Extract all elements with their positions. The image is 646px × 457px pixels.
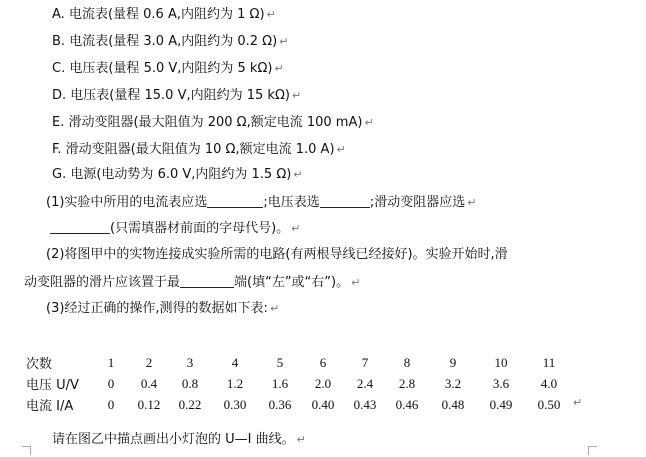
table-cell: 0.8 xyxy=(181,375,199,391)
question-2-line-1 xyxy=(46,246,508,264)
paragraph-mark-icon: ↵ xyxy=(336,143,346,156)
table-cell: 6 xyxy=(319,354,327,370)
option-text: 滑动变阻器(最大阻值为 200 Ω,额定电流 100 mA) xyxy=(68,115,363,130)
question-2-line-2 xyxy=(24,273,360,292)
table-cell: 2 xyxy=(145,354,153,370)
table-cell: 0.46 xyxy=(395,396,419,412)
paragraph-mark-icon: ↵ xyxy=(351,276,361,289)
answer-blank-voltmeter[interactable] xyxy=(320,193,370,208)
q3-text: (3)经过正确的操作,测得的数据如下表: xyxy=(46,301,268,316)
option-letter: E. xyxy=(52,115,65,130)
paragraph-mark-icon: ↵ xyxy=(269,302,280,315)
paragraph-mark-icon: ↵ xyxy=(364,116,374,129)
table-cell: 8 xyxy=(403,354,411,370)
table-cell: 1.6 xyxy=(271,375,289,391)
table-cell: 4 xyxy=(231,354,239,370)
answer-blank-rheostat[interactable] xyxy=(50,219,110,234)
option-text: 电流表(量程 3.0 A,内阻约为 0.2 Ω) xyxy=(69,34,278,49)
row-label: 次数 xyxy=(26,357,53,372)
option-letter: B. xyxy=(52,34,66,49)
table-cell: 1 xyxy=(107,354,115,370)
margin-corner-icon xyxy=(22,446,31,455)
table-cell: 0 xyxy=(107,375,115,391)
option-letter: D. xyxy=(52,88,67,103)
table-cell: 1.2 xyxy=(226,375,244,391)
question-1-line-2 xyxy=(50,219,300,238)
paragraph-mark-icon: ↵ xyxy=(291,222,301,235)
table-cell: 0.22 xyxy=(178,396,202,412)
option-b xyxy=(52,33,288,51)
table-cell: 11 xyxy=(542,354,556,370)
margin-corner-icon xyxy=(588,446,597,455)
q1-text-2: ;电压表选 xyxy=(263,195,320,210)
measurement-table xyxy=(26,352,574,415)
paragraph-mark-icon: ↵ xyxy=(573,396,583,409)
paragraph-mark-icon: ↵ xyxy=(293,168,303,181)
table-row xyxy=(26,373,574,394)
table-cell: 0.12 xyxy=(137,396,161,412)
footer-instruction xyxy=(52,431,306,449)
table-cell: 0.4 xyxy=(140,375,158,391)
table-cell: 0.30 xyxy=(223,396,247,412)
q1-text-1: (1)实验中所用的电流表应选 xyxy=(46,195,208,210)
option-text: 电源(电动势为 6.0 V,内阻约为 1.5 Ω) xyxy=(70,167,292,182)
table-cell: 0.43 xyxy=(353,396,377,412)
option-letter: C. xyxy=(52,61,66,76)
q2-text-1: (2)将图甲中的实物连接成实验所需的电路(有两根导线已经接好)。实验开始时,滑 xyxy=(46,247,508,262)
row-label: 电压 U/V xyxy=(26,378,79,393)
table-cell: 2.0 xyxy=(314,375,332,391)
option-letter: G. xyxy=(52,167,67,182)
table-row xyxy=(26,394,574,415)
table-cell: 9 xyxy=(449,354,457,370)
table-cell: 5 xyxy=(276,354,284,370)
paragraph-mark-icon: ↵ xyxy=(296,433,306,446)
table-cell: 10 xyxy=(494,354,508,370)
table-row xyxy=(26,352,574,373)
answer-blank-ammeter[interactable] xyxy=(207,193,263,208)
option-g xyxy=(52,166,303,184)
paragraph-mark-icon: ↵ xyxy=(291,89,302,102)
table-cell: 0.48 xyxy=(441,396,465,412)
q1-text-4: (只需填器材前面的字母代号)。 xyxy=(110,221,290,236)
q2-text-2: 动变阻器的滑片应该置于最 xyxy=(24,275,181,290)
option-d xyxy=(52,87,301,105)
table-cell: 0.49 xyxy=(489,396,513,412)
row-label: 电流 I/A xyxy=(26,399,74,414)
paragraph-mark-icon: ↵ xyxy=(467,196,477,209)
table-cell: 3 xyxy=(186,354,194,370)
question-1-line-1 xyxy=(46,193,476,212)
footer-text: 请在图乙中描点画出小灯泡的 U—I 曲线。 xyxy=(52,432,295,447)
option-text: 滑动变阻器(最大阻值为 10 Ω,额定电流 1.0 A) xyxy=(65,142,335,157)
q1-text-3: ;滑动变阻器应选 xyxy=(369,195,466,210)
q2-text-3: 端(填“左”或“右”)。 xyxy=(234,275,350,290)
table-cell: 0.50 xyxy=(537,396,561,412)
table-cell: 2.4 xyxy=(356,375,374,391)
option-f xyxy=(52,141,346,159)
table-cell: 3.2 xyxy=(444,375,462,391)
table-cell: 0 xyxy=(107,396,115,412)
paragraph-mark-icon: ↵ xyxy=(279,35,289,48)
option-e xyxy=(52,114,374,132)
table-cell: 0.40 xyxy=(311,396,335,412)
table-cell: 0.36 xyxy=(268,396,292,412)
option-a xyxy=(52,6,276,24)
table-cell: 3.6 xyxy=(492,375,510,391)
paragraph-mark-icon: ↵ xyxy=(274,62,284,75)
option-text: 电压表(量程 15.0 V,内阻约为 15 kΩ) xyxy=(70,88,290,103)
answer-blank-slider-end[interactable] xyxy=(180,273,234,288)
option-letter: A. xyxy=(52,7,65,22)
option-text: 电流表(量程 0.6 A,内阻约为 1 Ω) xyxy=(68,7,265,22)
table-cell: 2.8 xyxy=(398,375,416,391)
question-3 xyxy=(46,300,279,318)
option-c xyxy=(52,60,284,78)
table-cell: 4.0 xyxy=(540,375,558,391)
option-text: 电压表(量程 5.0 V,内阻约为 5 kΩ) xyxy=(69,61,273,76)
table-cell: 7 xyxy=(361,354,369,370)
paragraph-mark-icon: ↵ xyxy=(266,8,276,21)
option-letter: F. xyxy=(52,142,62,157)
